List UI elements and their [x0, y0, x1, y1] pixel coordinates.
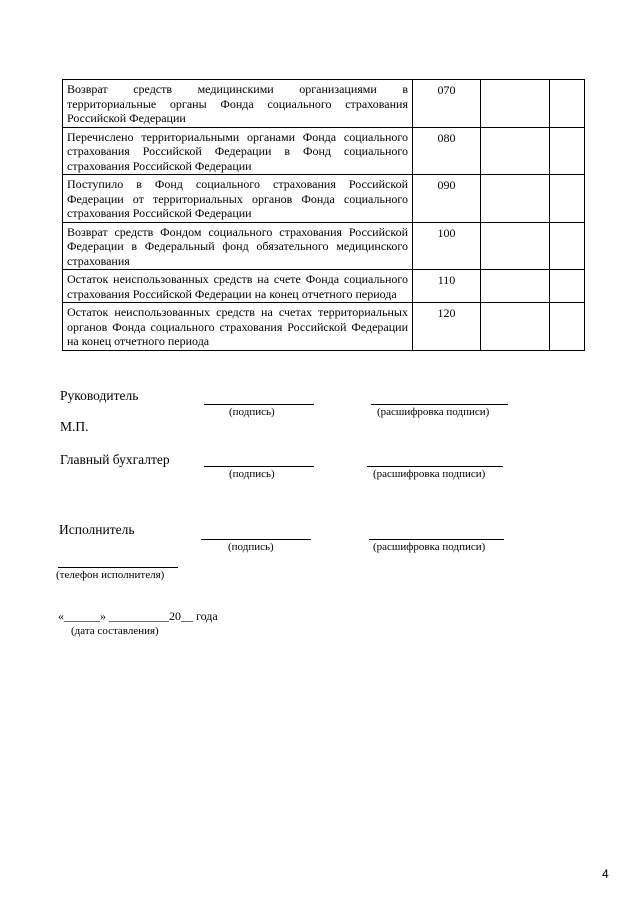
- row-value-cell: [550, 80, 585, 128]
- row-value-cell: [481, 270, 550, 303]
- table-row: [63, 303, 585, 351]
- executor-label: Исполнитель: [59, 522, 135, 537]
- page-number: 4: [602, 867, 609, 881]
- chief-accountant-signature-caption: (подпись): [229, 468, 275, 480]
- table-row: [63, 222, 585, 270]
- table-row: [63, 80, 585, 128]
- row-description: Поступило в Фонд социального страхования Российской Федерации от территориальных органов Фонда социального страхования Российской Федерации: [63, 175, 413, 223]
- row-description: Возврат средств Фондом социального страхования Российской Федерации в Федеральный фонд обязательного медицинского страхования: [63, 222, 413, 270]
- report-table: [62, 79, 585, 351]
- row-description: Остаток неиспользованных средств на счете Фонда социального страхования Российской Федерации на конец отчетного периода: [63, 270, 413, 303]
- row-value-cell: [550, 175, 585, 223]
- row-code: 120: [413, 303, 481, 351]
- head-signature-line: [204, 404, 314, 405]
- row-value-cell: [550, 270, 585, 303]
- date-line: «______» __________20__ года: [58, 609, 218, 623]
- row-code: 070: [413, 80, 481, 128]
- head-decoding-line: [371, 404, 508, 405]
- row-code: 090: [413, 175, 481, 223]
- row-description: Остаток неиспользованных средств на счетах территориальных органов Фонда социального страхования Российской Федерации на конец отчетного периода: [63, 303, 413, 351]
- row-value-cell: [481, 127, 550, 175]
- row-description: Возврат средств медицинскими организациями в территориальные органы Фонда социального страхования Российской Федерации: [63, 80, 413, 128]
- executor-signature-line: [201, 539, 311, 540]
- chief-accountant-decoding-caption: (расшифровка подписи): [373, 468, 486, 480]
- row-code: 100: [413, 222, 481, 270]
- row-value-cell: [550, 303, 585, 351]
- row-code: 110: [413, 270, 481, 303]
- row-description: Перечислено территориальными органами Фонда социального страхования Российской Федерации в Фонд социального страхования Российской Федерации: [63, 127, 413, 175]
- head-signature-caption: (подпись): [229, 406, 275, 418]
- stamp-label: М.П.: [60, 419, 89, 434]
- date-caption: (дата составления): [71, 625, 159, 637]
- row-value-cell: [481, 303, 550, 351]
- chief-accountant-label: Главный бухгалтер: [60, 452, 170, 467]
- head-label: Руководитель: [60, 388, 139, 403]
- chief-accountant-decoding-line: [367, 466, 503, 467]
- chief-accountant-signature-line: [204, 466, 314, 467]
- row-value-cell: [481, 222, 550, 270]
- row-value-cell: [550, 127, 585, 175]
- row-value-cell: [550, 222, 585, 270]
- executor-signature-caption: (подпись): [228, 541, 274, 553]
- table-row: [63, 127, 585, 175]
- table-row: [63, 270, 585, 303]
- row-value-cell: [481, 175, 550, 223]
- head-decoding-caption: (расшифровка подписи): [377, 406, 490, 418]
- table-row: [63, 175, 585, 223]
- executor-phone-caption: (телефон исполнителя): [56, 569, 165, 581]
- row-code: 080: [413, 127, 481, 175]
- executor-decoding-caption: (расшифровка подписи): [373, 541, 486, 553]
- executor-phone-line: [58, 567, 178, 568]
- executor-decoding-line: [369, 539, 504, 540]
- row-value-cell: [481, 80, 550, 128]
